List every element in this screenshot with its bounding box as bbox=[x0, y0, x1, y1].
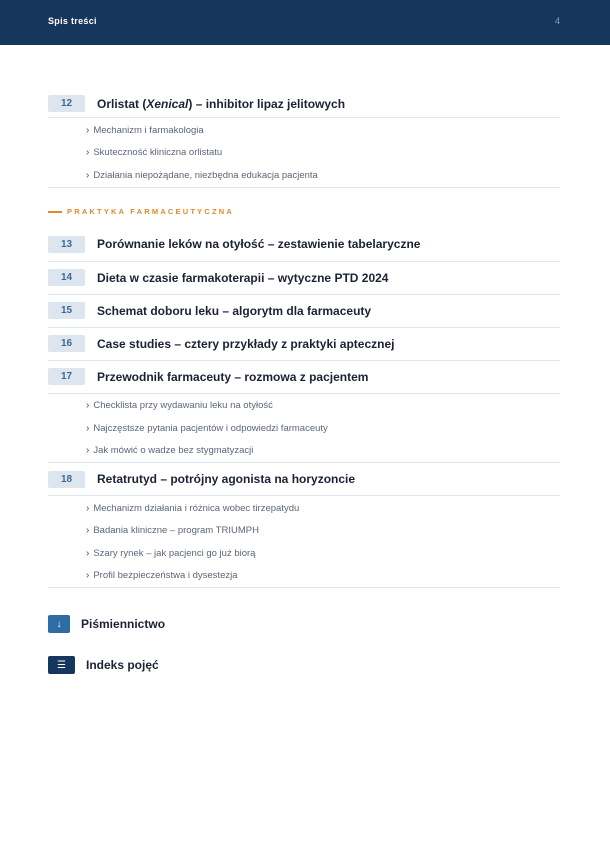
toc-subitem[interactable]: › Działania niepożądane, niezbędna edukacja pacjenta bbox=[86, 169, 318, 181]
chapter-18-subsections bbox=[48, 496, 560, 587]
toc-chapter-13[interactable] bbox=[48, 228, 560, 261]
chapter-number: 15 bbox=[48, 302, 85, 319]
chapter-title: Schemat doboru leku – algorytm dla farmaceuty bbox=[97, 303, 372, 318]
section-accent-line bbox=[48, 211, 62, 213]
chapter-number: 14 bbox=[48, 269, 85, 286]
chevron-right-icon: › bbox=[86, 547, 90, 559]
toc-chapter-17[interactable] bbox=[48, 361, 560, 393]
chapter-number: 17 bbox=[48, 368, 85, 385]
toc-chapter-15[interactable] bbox=[48, 295, 560, 327]
page-header bbox=[0, 0, 610, 45]
chapter-12-subsections bbox=[48, 118, 560, 187]
toc-chapter-14[interactable] bbox=[48, 262, 560, 294]
references-label: Piśmiennictwo bbox=[81, 617, 166, 631]
toc-subitem[interactable]: › Checklista przy wydawaniu leku na otyłość bbox=[86, 400, 273, 412]
toc-chapter-16[interactable] bbox=[48, 328, 560, 360]
index-label: Indeks pojęć bbox=[86, 658, 159, 672]
chapter-number: 16 bbox=[48, 335, 85, 352]
chevron-right-icon: › bbox=[86, 400, 90, 412]
table-of-contents bbox=[48, 90, 560, 674]
chapter-number: 12 bbox=[48, 95, 85, 112]
toc-subitem[interactable]: › Skuteczność kliniczna orlistatu bbox=[86, 147, 223, 159]
section-heading bbox=[48, 202, 560, 222]
chapter-17-subsections bbox=[48, 394, 560, 463]
chapter-title: Retatrutyd – potrójny agonista na horyzoncie bbox=[97, 472, 356, 486]
chevron-right-icon: › bbox=[86, 147, 90, 159]
chapter-title: Dieta w czasie farmakoterapii – wytyczne PTD 2024 bbox=[97, 270, 389, 285]
chapter-title: Porównanie leków na otyłość – zestawienie tabelaryczne bbox=[97, 237, 421, 251]
divider bbox=[48, 587, 560, 588]
chapter-number: 18 bbox=[48, 471, 85, 488]
chevron-right-icon: › bbox=[86, 169, 90, 181]
list-icon: ☰ bbox=[48, 656, 75, 674]
chevron-right-icon: › bbox=[86, 570, 90, 582]
chapter-title: Orlistat (Xenical) – inhibitor lipaz jelitowych bbox=[97, 96, 346, 111]
toc-subitem[interactable]: › Najczęstsze pytania pacjentów i odpowiedzi farmaceuty bbox=[86, 422, 328, 434]
toc-subitem[interactable]: › Badania kliniczne – program TRIUMPH bbox=[86, 525, 259, 537]
arrow-down-icon: ↓ bbox=[48, 615, 70, 633]
toc-subitem[interactable]: › Profil bezpieczeństwa i dysestezja bbox=[86, 570, 238, 582]
toc-subitem[interactable]: › Szary rynek – jak pacjenci go już biorą bbox=[86, 547, 256, 559]
page-number: 4 bbox=[554, 16, 560, 26]
chapter-number: 13 bbox=[48, 236, 85, 253]
chevron-right-icon: › bbox=[86, 422, 90, 434]
section-label: PRAKTYKA FARMACEUTYCZNA bbox=[67, 207, 234, 216]
divider bbox=[48, 187, 560, 188]
chevron-right-icon: › bbox=[86, 502, 90, 514]
chevron-right-icon: › bbox=[86, 525, 90, 537]
toc-chapter-12[interactable] bbox=[48, 90, 560, 117]
chapter-title: Case studies – cztery przykłady z praktyki aptecznej bbox=[97, 336, 395, 351]
toc-chapter-18[interactable] bbox=[48, 463, 560, 495]
chevron-right-icon: › bbox=[86, 124, 90, 136]
chevron-right-icon: › bbox=[86, 445, 90, 457]
toc-index[interactable] bbox=[48, 656, 560, 674]
toc-subitem[interactable]: › Jak mówić o wadze bez stygmatyzacji bbox=[86, 445, 254, 457]
header-title: Spis treści bbox=[48, 16, 97, 26]
chapter-title: Przewodnik farmaceuty – rozmowa z pacjentem bbox=[97, 369, 369, 384]
toc-references[interactable] bbox=[48, 615, 560, 633]
toc-subitem[interactable]: › Mechanizm i farmakologia bbox=[86, 124, 204, 136]
toc-subitem[interactable]: › Mechanizm działania i różnica wobec tirzepatydu bbox=[86, 502, 300, 514]
